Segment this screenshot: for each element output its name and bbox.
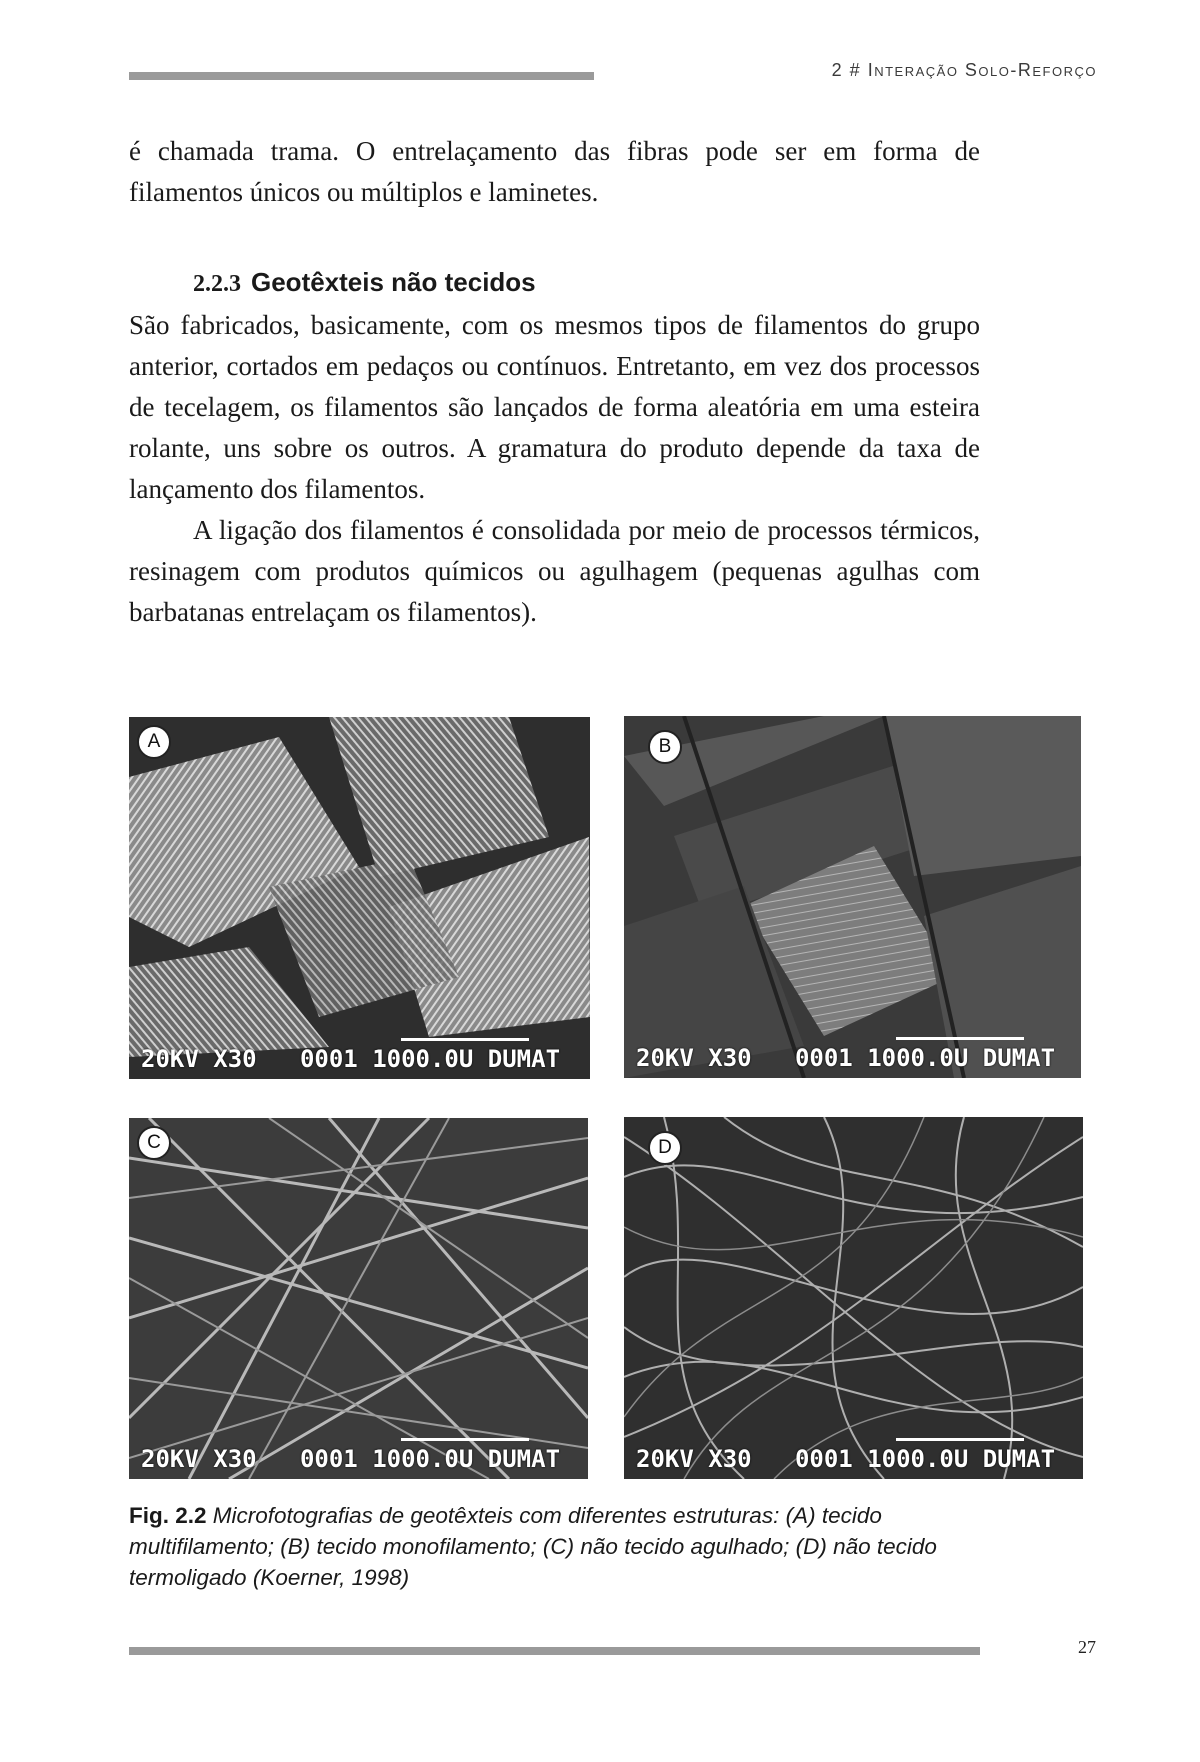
- section-2-2-3: [129, 262, 980, 633]
- panel-label-b: B: [648, 730, 682, 764]
- sem-info-text: 20KV X30 0001 1000.0U DUMAT: [141, 1045, 561, 1073]
- scale-bar: [401, 1038, 529, 1041]
- caption-text: Microfotografias de geotêxteis com diferentes estruturas: (A) tecido multifilamento; (B) tecido monofilamento; (C) não tecido agulhado; (D) não tecido termoligado (Koerner, 1998): [129, 1503, 937, 1590]
- paragraph: é chamada trama. O entrelaçamento das fibras pode ser em forma de filamentos únicos ou múltiplos e laminetes.: [129, 136, 980, 207]
- scale-bar: [896, 1438, 1024, 1441]
- paragraph: A ligação dos filamentos é consolidada por meio de processos térmicos, resinagem com produtos químicos ou agulhagem (pequenas agulhas com barbatanas entrelaçam os filamentos).: [129, 515, 980, 627]
- paragraph: São fabricados, basicamente, com os mesmos tipos de filamentos do grupo anterior, cortados em pedaços ou contínuos. Entretanto, em vez dos processos de tecelagem, os filamentos são lançados de forma aleatória em uma esteira rolante, uns sobre os outros. A gramatura do produto depende da taxa de lançamento dos filamentos.: [129, 310, 980, 504]
- header-rule: [129, 72, 594, 80]
- micrograph-monofilament: [624, 716, 1081, 1078]
- section-heading: [129, 262, 980, 305]
- photo-panel-d: [624, 1117, 1083, 1479]
- photo-panel-a: [129, 717, 590, 1079]
- panel-label-a: A: [137, 725, 171, 759]
- running-head: 2 # Interação Solo-Reforço: [831, 60, 1097, 80]
- section-title: Geotêxteis não tecidos: [251, 267, 536, 297]
- sem-info-text: 20KV X30 0001 1000.0U DUMAT: [636, 1044, 1056, 1072]
- figure-caption: [129, 1500, 989, 1593]
- micrograph-multifilament: [129, 717, 590, 1079]
- section-number: 2.2.3: [193, 271, 241, 297]
- micrograph-thermobonded: [624, 1117, 1083, 1479]
- micrograph-needle-punched: [129, 1118, 588, 1479]
- scale-bar: [896, 1037, 1024, 1040]
- caption-label: Fig. 2.2: [129, 1503, 207, 1528]
- panel-label-c: C: [137, 1126, 171, 1160]
- panel-label-d: D: [648, 1131, 682, 1165]
- scale-bar: [401, 1438, 529, 1441]
- photo-panel-c: [129, 1118, 588, 1479]
- sem-info-text: 20KV X30 0001 1000.0U DUMAT: [141, 1445, 561, 1473]
- photo-panel-b: [624, 716, 1081, 1078]
- page-number: 27: [1078, 1637, 1096, 1657]
- footer-rule: [129, 1647, 980, 1655]
- body-text-top: [129, 131, 980, 213]
- sem-info-text: 20KV X30 0001 1000.0U DUMAT: [636, 1445, 1056, 1473]
